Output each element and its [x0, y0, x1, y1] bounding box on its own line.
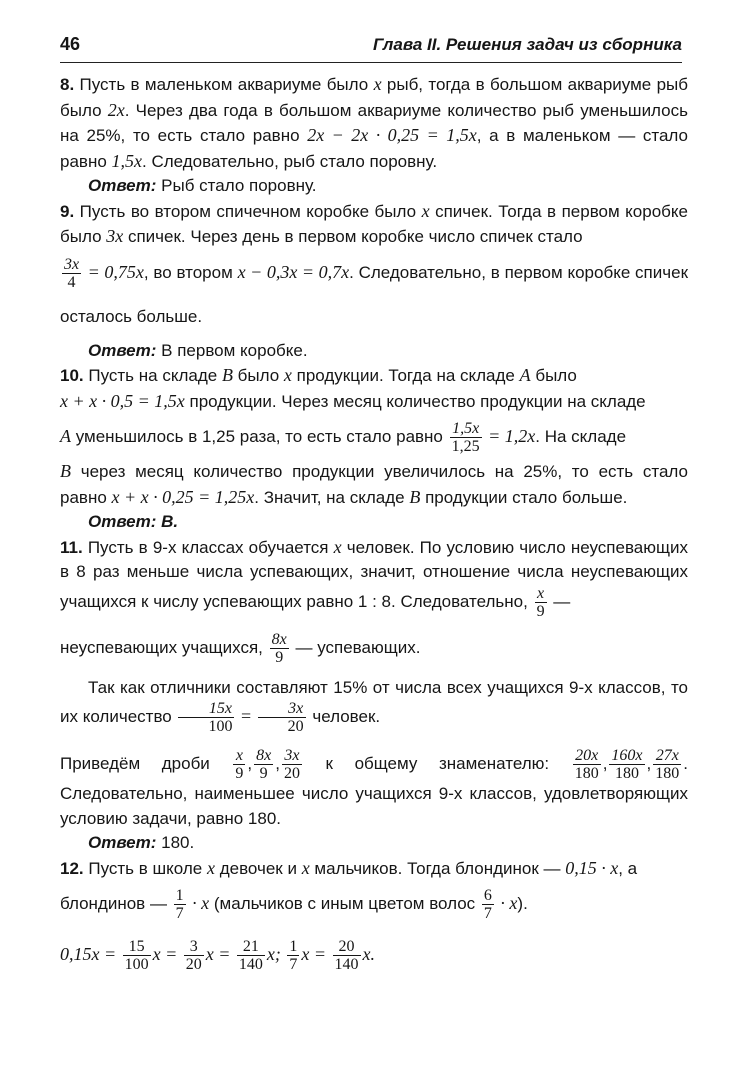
- fraction: $\frac{8x}{9}$: [256, 747, 272, 782]
- problem-12-equation: 0,15x = $\frac{15}{100}$ x = $\frac{3}{20}$ x = $\frac{21}{140}$ x; $\frac{1}{7}$ x = $\frac{20}{140}$ x.: [60, 938, 376, 974]
- fraction: $\frac{20x}{180}$: [574, 747, 599, 782]
- problem-11-honors: Так как отличники составляют 15% от числа всех учащихся 9-х классов, то их количество $\frac{15x}{100}$ = $\frac{3x}{20}$ человек.: [60, 677, 688, 735]
- answer-label: Ответ:: [88, 833, 157, 852]
- fraction: $\frac{3}{20}$: [185, 938, 202, 974]
- fraction: $\frac{27x}{180}$: [655, 747, 680, 782]
- fraction: $\frac{1}{7}$: [175, 887, 184, 923]
- page-header: [60, 22, 682, 63]
- problem-number: 8.: [60, 75, 75, 94]
- fraction: $\frac{3x}{4}$: [64, 255, 80, 291]
- problem-10-cont: A уменьшилось в 1,25 раза, то есть стало равно $\frac{1,5x}{1,25}$ = 1,2x. На складе: [60, 420, 627, 456]
- problem-12-cont: блондинов — $\frac{1}{7}$ · x (мальчиков с иным цветом волос $\frac{6}{7}$ · x).: [60, 887, 528, 923]
- fraction: $\frac{3x}{20}$: [258, 700, 306, 735]
- page-body: [60, 72, 688, 977]
- problem-8: 8. Пусть в маленьком аквариуме было x рыб, тогда в большом аквариуме рыб было 2x. Через два года в большом аквариуме количество рыб уменьшилось на 25%, то есть стало равно 2x − 2x · 0,25 = 1,5x, а в маленьком — стало равно 1,5x. Следовательно, рыб стало поровну.: [60, 74, 688, 171]
- fraction: $\frac{15}{100}$: [124, 938, 149, 974]
- fraction: $\frac{160x}{180}$: [611, 747, 643, 782]
- problem-9-cont: $\frac{3x}{4}$ = 0,75x, во втором x − 0,3x = 0,7x. Следовательно, в первом коробке спичек осталось больше.: [60, 255, 689, 326]
- problem-number: 9.: [60, 201, 75, 221]
- problem-11-common-denominator: Приведём дроби $\frac{x}{9}$ , $\frac{8x}{9}$ , $\frac{3x}{20}$ к общему знаменателю: $\frac{20x}{180}$ , $\frac{160x}{180}$ , $\frac{27x}{180}$ . Следовательно, наименьшее число учащихся 9-х классов, удовлетворяющих условию задачи, равно 180.: [60, 747, 688, 828]
- fraction: $\frac{3x}{20}$: [283, 747, 300, 782]
- problem-number: 12.: [60, 858, 84, 878]
- fraction: $\frac{15x}{100}$: [178, 700, 234, 735]
- problem-12: 12. Пусть в школе x девочек и x мальчиков. Тогда блондинок — 0,15 · x, а: [60, 857, 638, 878]
- answer-label: Ответ:: [88, 512, 157, 531]
- problem-9: 9. Пусть во втором спичечном коробке было x спичек. Тогда в первом коробке было 3x спичек. Через день в первом коробке число спичек стало: [60, 200, 688, 246]
- fraction: $\frac{x}{9}$: [235, 747, 244, 782]
- answer-label: Ответ:: [88, 176, 157, 195]
- answer-9: Ответ: В первом коробке.: [88, 340, 308, 360]
- answer-11: Ответ: 180.: [88, 833, 195, 852]
- problem-10: 10. Пусть на складе B было x продукции. Тогда на складе A было x + x · 0,5 = 1,5x продукции. Через месяц количество продукции на складе: [60, 365, 646, 411]
- fraction: $\frac{1,5x}{1,25}$: [451, 420, 480, 456]
- fraction: $\frac{8x}{9}$: [271, 630, 287, 666]
- problem-10-end: B через месяц количество продукции увеличилось на 25%, то есть стало равно x + x · 0,25 = 1,25x. Значит, на складе B продукции стало больше.: [60, 461, 688, 507]
- fraction: $\frac{1}{7}$: [289, 938, 298, 974]
- running-title: Глава II. Решения задач из сборника: [373, 35, 682, 54]
- answer-label: Ответ:: [88, 340, 157, 360]
- fraction: $\frac{21}{140}$: [238, 938, 263, 974]
- page-number: 46: [60, 34, 81, 54]
- fraction: $\frac{6}{7}$: [483, 887, 492, 923]
- fraction: $\frac{x}{9}$: [536, 584, 545, 620]
- fraction: $\frac{20}{140}$: [334, 938, 359, 974]
- problem-11: 11. Пусть в 9-х классах обучается x человек. По условию число неуспевающих в 8 раз меньше числа успевающих, значит, отношение числа неуспевающих учащихся к числу успевающих равно 1 : 8. Следовательно, $\frac{x}{9}$ —: [60, 536, 688, 620]
- answer-8: Ответ: Рыб стало поровну.: [88, 176, 317, 195]
- problem-11-cont: неуспевающих учащихся, $\frac{8x}{9}$ — успевающих.: [60, 630, 421, 666]
- problem-number: 10.: [60, 366, 84, 385]
- problem-number: 11.: [60, 537, 83, 557]
- answer-10: Ответ: B.: [88, 512, 179, 531]
